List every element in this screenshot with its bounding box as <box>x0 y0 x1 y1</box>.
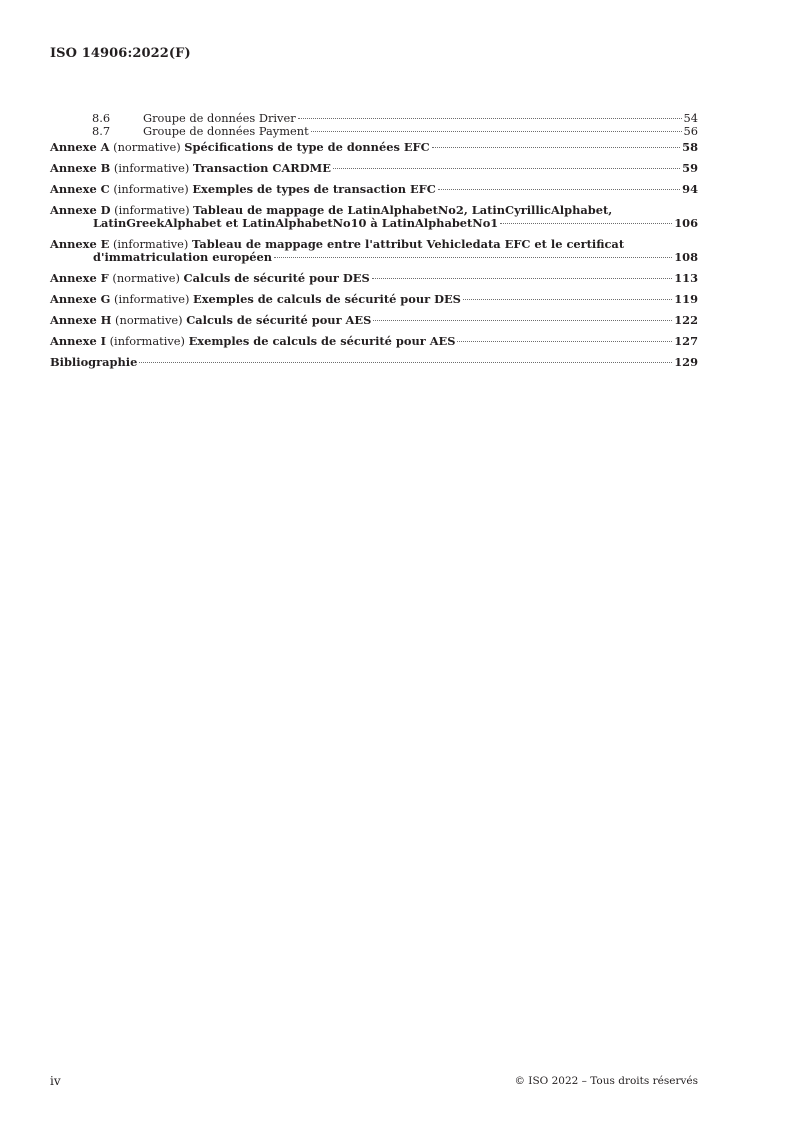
toc-dot-leader <box>298 118 682 119</box>
toc-dot-leader <box>274 257 672 258</box>
toc-annex-label: Annexe G <box>50 292 111 306</box>
toc-page-number: 94 <box>682 182 698 196</box>
toc-annex-kind: (informative) <box>112 237 189 251</box>
toc-annex-title: Transaction CARDME <box>192 161 331 175</box>
toc-page-number: 129 <box>674 355 698 369</box>
toc-section-number: 8.7 <box>92 124 111 138</box>
toc-entry-8-7[interactable] <box>50 125 698 138</box>
toc-section-title: Groupe de données Payment <box>143 124 309 138</box>
toc-dot-leader <box>438 189 680 190</box>
toc-entry-annex-i[interactable] <box>50 335 698 348</box>
toc-page-number: 59 <box>682 161 698 175</box>
toc-dot-leader <box>457 341 672 342</box>
toc-page-number: 108 <box>674 250 698 264</box>
toc-annex-kind: (informative) <box>114 203 190 217</box>
toc-annex-label: Annexe H <box>50 313 112 327</box>
toc-annex-title: Exemples de calculs de sécurité pour DES <box>193 292 461 306</box>
toc-dot-leader <box>333 168 680 169</box>
toc-annex-title: Exemples de calculs de sécurité pour AES <box>188 334 456 348</box>
toc-dot-leader <box>373 320 672 321</box>
toc-annex-title: Calculs de sécurité pour AES <box>186 313 372 327</box>
toc-annex-label: Annexe B <box>50 161 111 175</box>
toc-annex-title: Spécifications de type de données EFC <box>184 140 430 154</box>
page-number: iv <box>50 1074 61 1088</box>
toc-annex-label: Annexe I <box>50 334 106 348</box>
table-of-contents <box>50 112 698 369</box>
toc-section-title: Groupe de données Driver <box>143 111 296 125</box>
toc-dot-leader <box>500 223 672 224</box>
toc-page-number: 56 <box>683 124 698 138</box>
toc-annex-kind: (informative) <box>113 161 190 175</box>
document-id-header: ISO 14906:2022(F) <box>50 46 191 61</box>
toc-page-number: 58 <box>682 140 698 154</box>
toc-dot-leader <box>432 147 680 148</box>
toc-dot-leader <box>372 278 673 279</box>
toc-entry-annex-c[interactable] <box>50 183 698 196</box>
toc-annex-title: Tableau de mappage entre l'attribut Vehicledata EFC et le certificat <box>191 237 625 251</box>
toc-annex-label: Annexe E <box>50 237 110 251</box>
toc-page-number: 119 <box>674 292 698 306</box>
toc-entry-annex-b[interactable] <box>50 162 698 175</box>
toc-dot-leader <box>463 299 672 300</box>
toc-annex-kind: (normative) <box>115 313 183 327</box>
toc-entry-annex-g[interactable] <box>50 293 698 306</box>
toc-annex-kind: (informative) <box>113 182 189 196</box>
copyright-notice: © ISO 2022 – Tous droits réservés <box>514 1075 698 1087</box>
toc-annex-kind: (informative) <box>109 334 185 348</box>
toc-annex-label: Annexe A <box>50 140 110 154</box>
toc-annex-label: Annexe D <box>50 203 111 217</box>
toc-annex-title-continued: LatinGreekAlphabet et LatinAlphabetNo10 à LatinAlphabetNo1 <box>93 216 499 230</box>
toc-dot-leader <box>139 362 672 363</box>
toc-page-number: 113 <box>674 271 698 285</box>
toc-annex-title: Calculs de sécurité pour DES <box>183 271 370 285</box>
toc-annex-title-continued: d'immatriculation européen <box>93 250 273 264</box>
toc-annex-title: Exemples de types de transaction EFC <box>192 182 436 196</box>
toc-annex-label: Annexe F <box>50 271 109 285</box>
toc-page-number: 127 <box>674 334 698 348</box>
toc-entry-bibliography[interactable] <box>50 356 698 369</box>
toc-entry-annex-a[interactable] <box>50 141 698 154</box>
toc-annex-kind: (normative) <box>112 271 180 285</box>
toc-page-number: 122 <box>674 313 698 327</box>
toc-section-number: 8.6 <box>92 111 111 125</box>
toc-bibliography-title: Bibliographie <box>50 355 138 369</box>
toc-entry-annex-f[interactable] <box>50 272 698 285</box>
toc-annex-title: Tableau de mappage de LatinAlphabetNo2, LatinCyrillicAlphabet, <box>193 203 613 217</box>
toc-dot-leader <box>311 131 682 132</box>
toc-entry-annex-e[interactable] <box>50 238 698 264</box>
toc-annex-kind: (informative) <box>114 292 190 306</box>
toc-annex-label: Annexe C <box>50 182 110 196</box>
toc-page-number: 54 <box>683 111 698 125</box>
toc-entry-annex-h[interactable] <box>50 314 698 327</box>
toc-entry-annex-d[interactable] <box>50 204 698 230</box>
toc-annex-kind: (normative) <box>113 140 181 154</box>
toc-page-number: 106 <box>674 216 698 230</box>
